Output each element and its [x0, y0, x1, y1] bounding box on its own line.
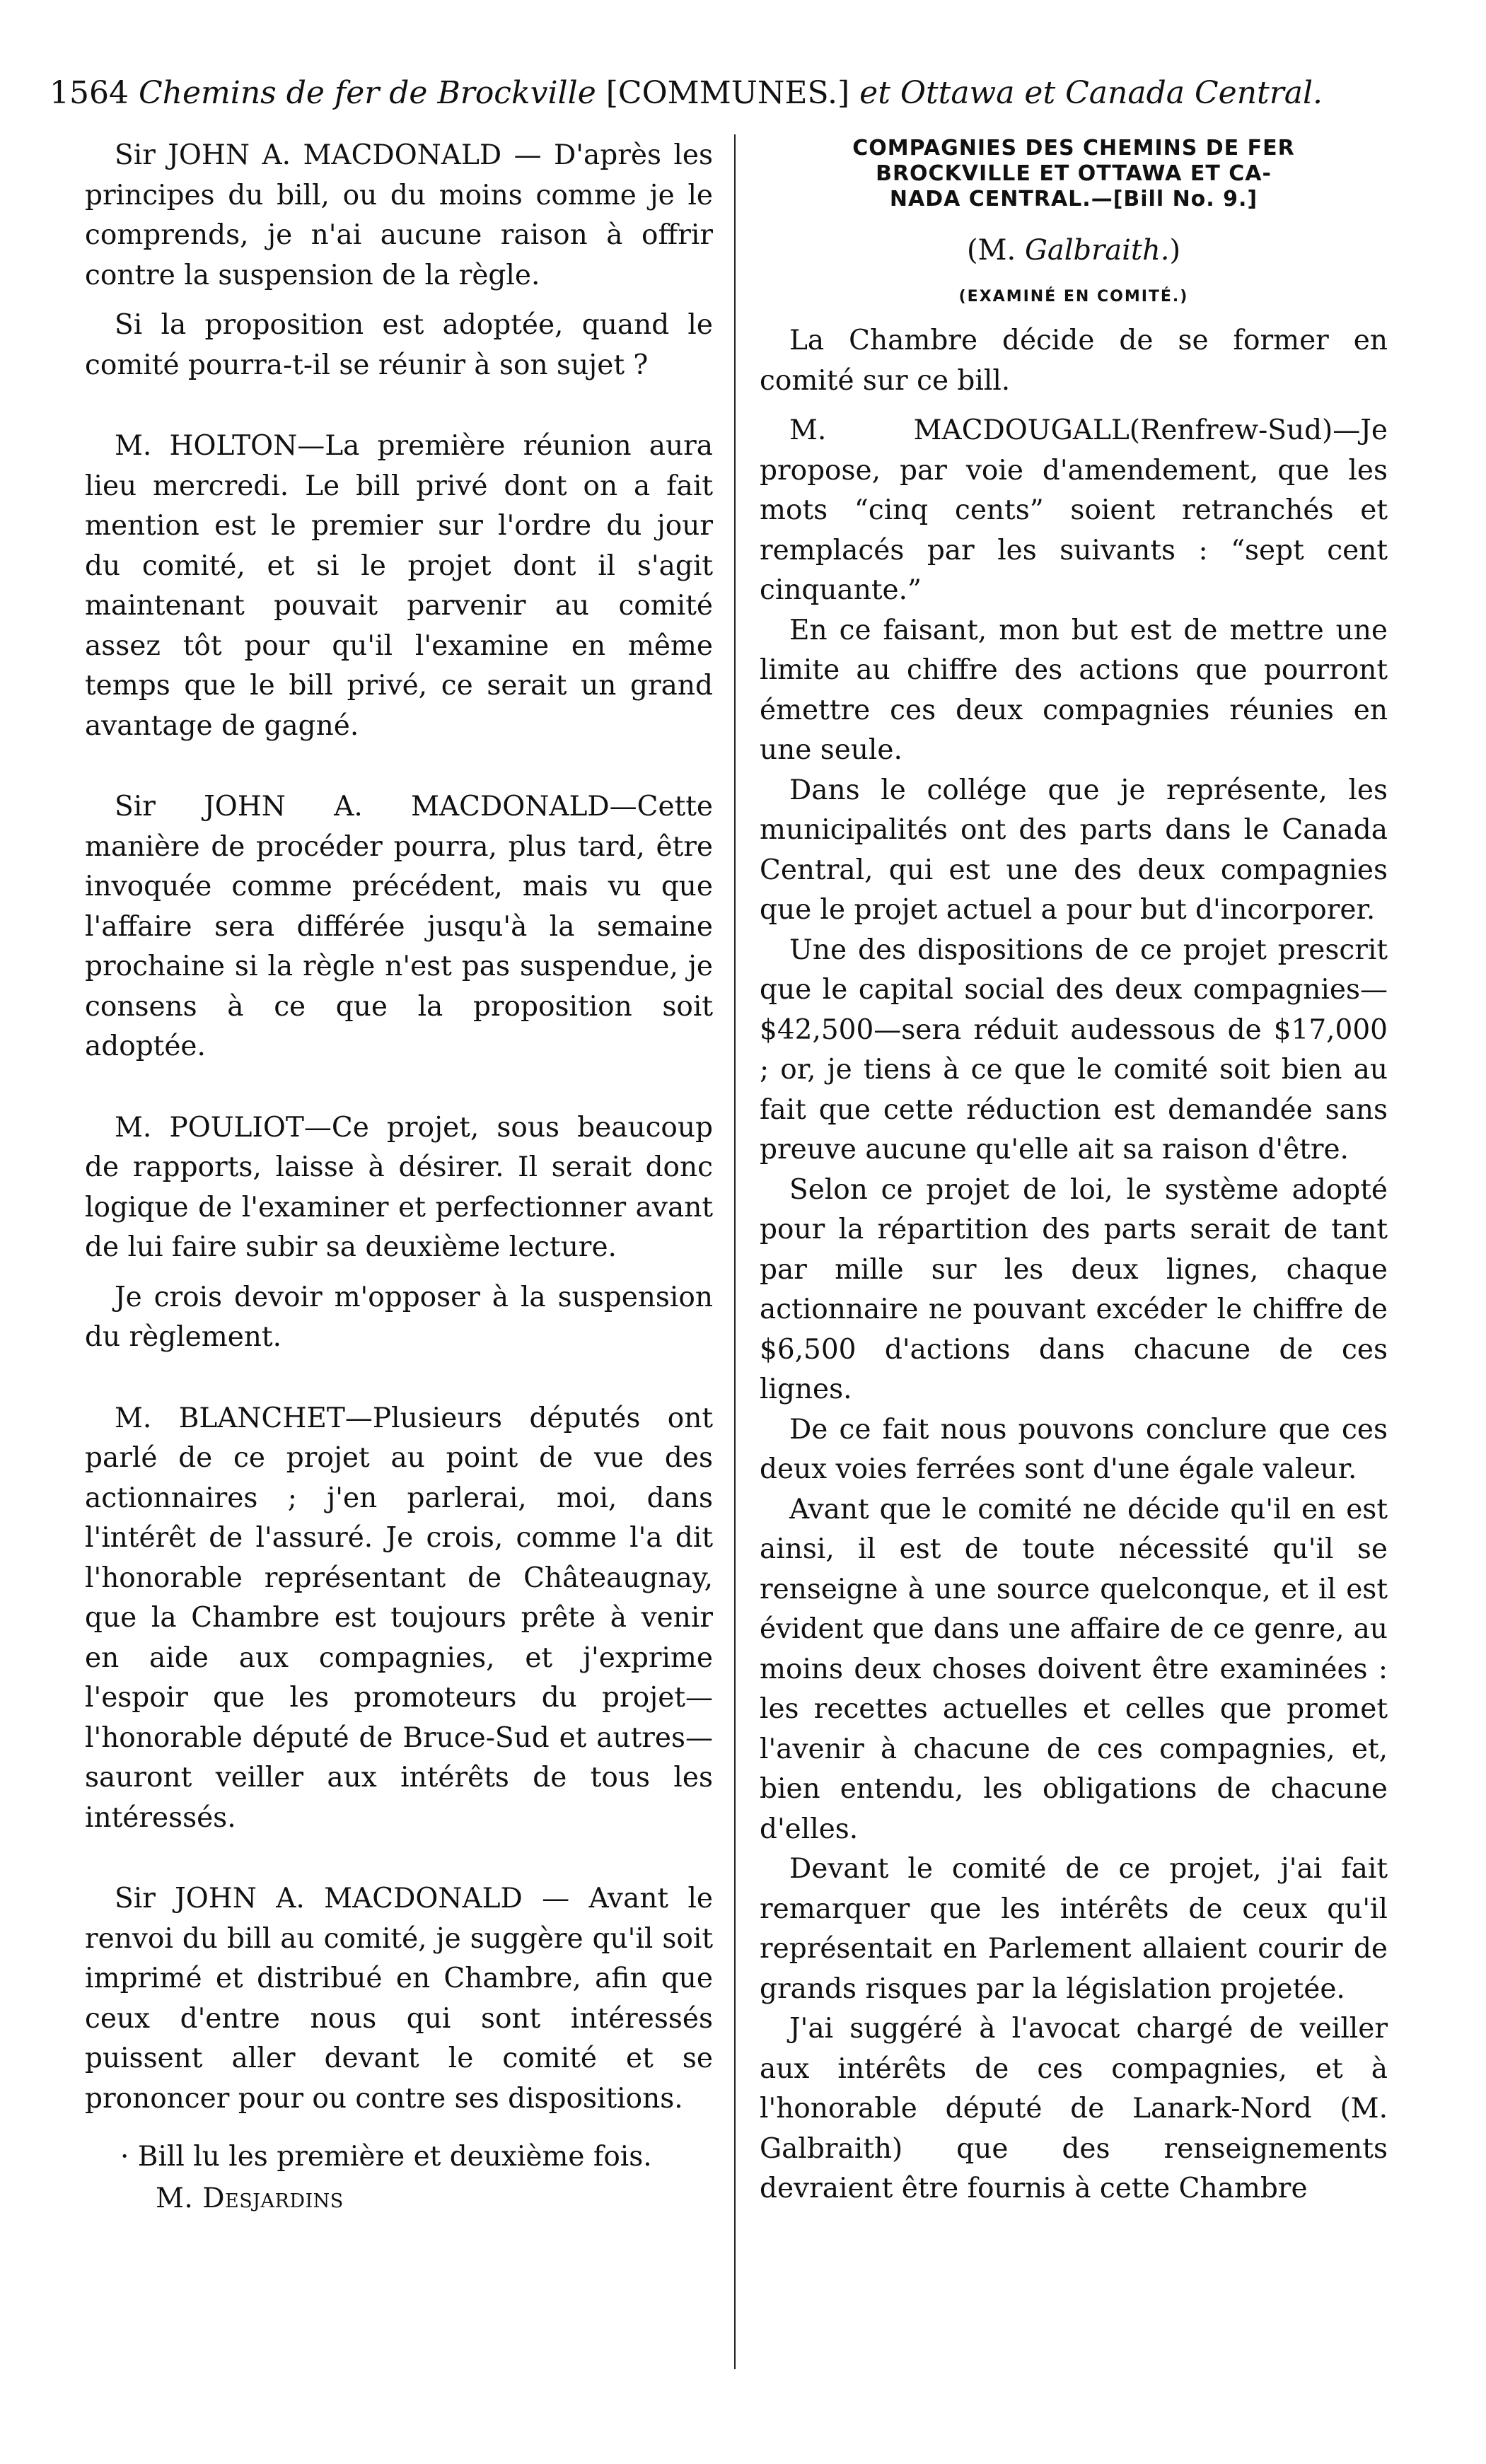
- mover-name: Galbraith.: [1024, 234, 1170, 267]
- mover-suffix: ): [1169, 234, 1181, 267]
- column-divider: [734, 134, 736, 2369]
- paragraph: M. POULIOT—Ce projet, sous beaucoup de rapports, laisse à désirer. Il serait donc logique de l'examiner et perfectionner avant de lui faire subir sa deuxième lecture.: [85, 1111, 713, 1263]
- committee-note: (EXAMINÉ EN COMITÉ.): [958, 288, 1189, 306]
- paragraph: Je crois devoir m'opposer à la suspension du règlement.: [85, 1281, 713, 1353]
- paragraph: M. HOLTON—La première réunion aura lieu mercredi. Le bill privé dont on a fait mention est le premier sur l'ordre du jour du comité, et si le projet dont il s'agit maintenant pouvait parvenir au comité assez tôt pour qu'il l'examine en même temps que le bill privé, ce serait un grand avantage de gagné.: [85, 430, 713, 742]
- right-column: [760, 136, 1388, 2209]
- speaker-name: M. Desjardins: [156, 2182, 344, 2214]
- paragraph: Selon ce projet de loi, le système adopté pour la répartition des parts serait de tant par mille sur les deux lignes, chaque actionnaire ne pouvant excéder le chiffre de $6,500 d'actions dans chacune de ces lignes.: [760, 1173, 1388, 1405]
- bill-title-line: BROCKVILLE ET OTTAWA ET CA-: [876, 161, 1272, 186]
- bill-title-line: COMPAGNIES DES CHEMINS DE FER: [852, 136, 1295, 161]
- paragraph: La Chambre décide de se former en comité sur ce bill.: [760, 325, 1388, 397]
- paragraph: De ce fait nous pouvons conclure que ces deux voies ferrées sont d'une égale valeur.: [760, 1413, 1388, 1485]
- header-center-title: [COMMUNES.]: [605, 75, 850, 111]
- page-header: [50, 65, 1386, 122]
- paragraph: Sir JOHN A. MACDONALD—Cette manière de procéder pourra, plus tard, être invoquée comme précédent, mais vu que l'affaire sera différée jusqu'à la semaine prochaine si la règle n'est pas suspendue, je consens à ce que la proposition soit adoptée.: [85, 791, 713, 1062]
- mover-prefix: (M.: [966, 234, 1025, 267]
- header-right-title: et Ottawa et Canada Central.: [859, 75, 1323, 111]
- paragraph: M. MACDOUGALL(Renfrew-Sud)—Je propose, par voie d'amendement, que les mots “cinq cents” soient retranchés et remplacés par les suivants : “sept cent cinquante.”: [760, 414, 1388, 606]
- paragraph: Avant que le comité ne décide qu'il en est ainsi, il est de toute nécessité qu'il se renseigne à une source quelconque, et il est évident que dans une affaire de ce genre, au moins deux choses doivent être examinées : les recettes actuelles et celles que promet l'avenir à chacune de ces compagnies, et, bien entendu, les obligations de chacune d'elles.: [760, 1493, 1388, 1845]
- paragraph: Sir JOHN A. MACDONALD — D'après les principes du bill, ou du moins comme je le comprends, je n'ai aucune raison à offrir contre la suspension de la règle.: [85, 139, 713, 291]
- paragraph: Dans le collége que je représente, les municipalités ont des parts dans le Canada Central, qui est une des deux compagnies que le projet actuel a pour but d'incorporer.: [760, 774, 1388, 926]
- paragraph: M. BLANCHET—Plusieurs députés ont parlé de ce projet au point de vue des actionnaires ; j'en parlerai, moi, dans l'intérêt de l'assuré. Je crois, comme l'a dit l'honorable représentant de Châteaugnay, que la Chambre est toujours prête à venir en aide aux compagnies, et j'exprime l'espoir que les promoteurs du projet—l'honorable député de Bruce-Sud et autres—sauront veiller aux intérêts de tous les intéressés.: [85, 1402, 713, 1834]
- paragraph: J'ai suggéré à l'avocat chargé de veiller aux intérêts de ces compagnies, et à l'honorable député de Lanark-Nord (M. Galbraith) que des renseignements devraient être fournis à cette Chambre: [760, 2013, 1388, 2204]
- paragraph: Devant le comité de ce projet, j'ai fait remarquer que les intérêts de ceux qu'il représentait en Parlement allaient courir de grands risques par la législation projetée.: [760, 1853, 1388, 2005]
- paragraph: Une des dispositions de ce projet prescrit que le capital social des deux compagnies—$42,500—sera réduit audessous de $17,000 ; or, je tiens à ce que le comité soit bien au fait que cette réduction est demandée sans preuve aucune qu'elle ait sa raison d'être.: [760, 934, 1388, 1166]
- paragraph: Si la proposition est adoptée, quand le comité pourra-t-il se réunir à son sujet ?: [85, 309, 713, 381]
- bill-title-line: NADA CENTRAL.—[Bill No. 9.]: [889, 187, 1258, 211]
- paragraph: En ce faisant, mon but est de mettre une limite au chiffre des actions que pourront émettre ces deux compagnies réunies en une seule.: [760, 614, 1388, 766]
- paragraph: Sir JOHN A. MACDONALD — Avant le renvoi du bill au comité, je suggère qu'il soit imprimé et distribué en Chambre, afin que ceux d'entre nous qui sont intéressés puissent aller devant le comité et se prononcer pour ou contre ses dispositions.: [85, 1883, 713, 2115]
- left-column: [85, 136, 713, 2219]
- page-number: 1564: [50, 75, 129, 111]
- bill-mover: [760, 229, 1388, 272]
- bill-reading-note: · Bill lu les première et deuxième fois.: [120, 2141, 652, 2173]
- header-left-title: Chemins de fer de Brockville: [138, 75, 596, 111]
